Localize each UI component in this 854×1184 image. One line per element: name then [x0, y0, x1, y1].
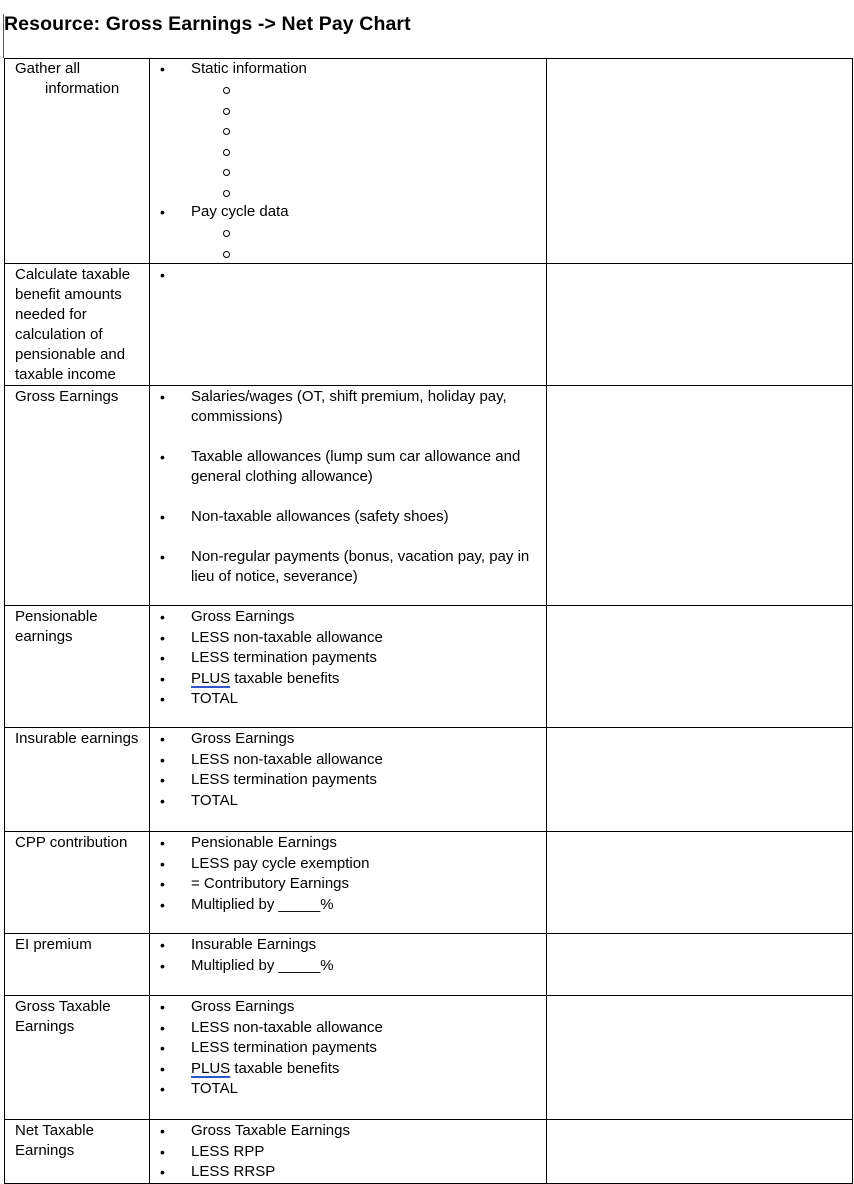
hollow-bullet-icon	[223, 87, 230, 94]
row-label-cell	[5, 1120, 150, 1184]
row-label-cell	[5, 264, 150, 386]
list-item: • = Contributory Earnings	[150, 874, 542, 895]
list-item: • Non-taxable allowances (safety shoes)	[150, 507, 542, 527]
notes-cell[interactable]	[547, 996, 853, 1120]
list-item: • Multiplied by _____%	[150, 956, 542, 977]
list-item: • Gross Earnings	[150, 607, 542, 628]
list-item: • LESS non-taxable allowance	[150, 628, 542, 649]
list-item: • Taxable allowances (lump sum car allowance and general clothing allowance)	[150, 447, 542, 487]
row-label: CPP contribution	[15, 834, 128, 851]
hollow-bullet-icon	[223, 230, 230, 237]
plus-keyword: PLUS	[191, 1059, 231, 1077]
row-label: Gross Earnings	[15, 388, 119, 405]
notes-cell[interactable]	[547, 264, 853, 386]
list-item: • LESS pay cycle exemption	[150, 854, 542, 875]
list-item: • TOTAL	[150, 1079, 542, 1100]
row-items-cell	[150, 1120, 547, 1184]
list-item: • LESS RPP	[150, 1142, 542, 1163]
row-label-cell	[5, 728, 150, 832]
row-label: Pensionable earnings	[15, 608, 98, 645]
row-items-cell	[150, 386, 547, 606]
list-item: • PLUS taxable benefits	[150, 1059, 542, 1080]
table-row	[5, 728, 853, 832]
row-label-cell	[5, 996, 150, 1120]
pay-chart-table	[4, 58, 853, 1184]
list-item: • LESS termination payments	[150, 1038, 542, 1059]
row-label: EI premium	[15, 936, 92, 953]
row-items-cell	[150, 264, 547, 386]
list-item: • Multiplied by _____%	[150, 895, 542, 916]
row-label-continued: information	[45, 80, 120, 97]
list-item: • TOTAL	[150, 791, 542, 812]
sub-list-item	[150, 80, 542, 100]
list-item: • LESS RRSP	[150, 1162, 542, 1183]
row-label: Calculate taxable benefit amounts needed for calculation of pensionable and taxable income	[15, 266, 131, 383]
row-label: Net Taxable Earnings	[15, 1122, 94, 1159]
notes-cell[interactable]	[547, 59, 853, 264]
hollow-bullet-icon	[223, 108, 230, 115]
list-item: • Static information	[150, 59, 542, 202]
sub-list-item	[150, 223, 542, 243]
document-title: Resource: Gross Earnings -> Net Pay Chart	[4, 13, 411, 35]
table-row	[5, 934, 853, 996]
sub-list-item	[150, 142, 542, 162]
list-item: • Pensionable Earnings	[150, 833, 542, 854]
list-item: • Pay cycle data	[150, 202, 542, 263]
notes-cell[interactable]	[547, 606, 853, 728]
row-items-cell	[150, 606, 547, 728]
list-item: • Salaries/wages (OT, shift premium, holiday pay, commissions)	[150, 387, 542, 427]
row-label: Gather all	[15, 60, 81, 77]
hollow-bullet-icon	[223, 149, 230, 156]
table-row	[5, 606, 853, 728]
row-label: Insurable earnings	[15, 730, 139, 747]
list-item: • LESS termination payments	[150, 770, 542, 791]
hollow-bullet-icon	[223, 169, 230, 176]
notes-cell[interactable]	[547, 1120, 853, 1184]
row-label-cell	[5, 934, 150, 996]
sub-list-item	[150, 244, 542, 264]
list-item: • Insurable Earnings	[150, 935, 542, 956]
sub-list-item	[150, 183, 542, 203]
table-row	[5, 996, 853, 1120]
notes-cell[interactable]	[547, 934, 853, 996]
list-item: • Gross Taxable Earnings	[150, 1121, 542, 1142]
row-items-cell	[150, 934, 547, 996]
row-label-cell	[5, 59, 150, 264]
notes-cell[interactable]	[547, 386, 853, 606]
notes-cell[interactable]	[547, 728, 853, 832]
plus-keyword: PLUS	[191, 669, 231, 687]
row-label-cell	[5, 606, 150, 728]
sub-list-item	[150, 101, 542, 121]
row-label-cell	[5, 386, 150, 606]
table-row	[5, 264, 853, 386]
list-item: • TOTAL	[150, 689, 542, 710]
list-item: • Gross Earnings	[150, 729, 542, 750]
list-item	[150, 265, 542, 285]
table-row	[5, 832, 853, 934]
sub-list	[150, 80, 542, 202]
hollow-bullet-icon	[223, 128, 230, 135]
list-item: • Non-regular payments (bonus, vacation pay, pay in lieu of notice, severance)	[150, 547, 542, 587]
list-item: • LESS non-taxable allowance	[150, 1018, 542, 1039]
sub-list-item	[150, 162, 542, 182]
row-items-cell	[150, 996, 547, 1120]
table-row	[5, 1120, 853, 1184]
list-item: • PLUS taxable benefits	[150, 669, 542, 690]
list-item: • LESS non-taxable allowance	[150, 750, 542, 771]
list-item: • LESS termination payments	[150, 648, 542, 669]
table-row	[5, 386, 853, 606]
hollow-bullet-icon	[223, 190, 230, 197]
row-items-cell	[150, 728, 547, 832]
hollow-bullet-icon	[223, 251, 230, 258]
row-items-cell	[150, 59, 547, 264]
row-label-cell	[5, 832, 150, 934]
row-items-cell	[150, 832, 547, 934]
sub-list	[150, 223, 542, 263]
notes-cell[interactable]	[547, 832, 853, 934]
sub-list-item	[150, 121, 542, 141]
list-item: • Gross Earnings	[150, 997, 542, 1018]
table-row	[5, 59, 853, 264]
row-label: Gross Taxable Earnings	[15, 998, 111, 1035]
